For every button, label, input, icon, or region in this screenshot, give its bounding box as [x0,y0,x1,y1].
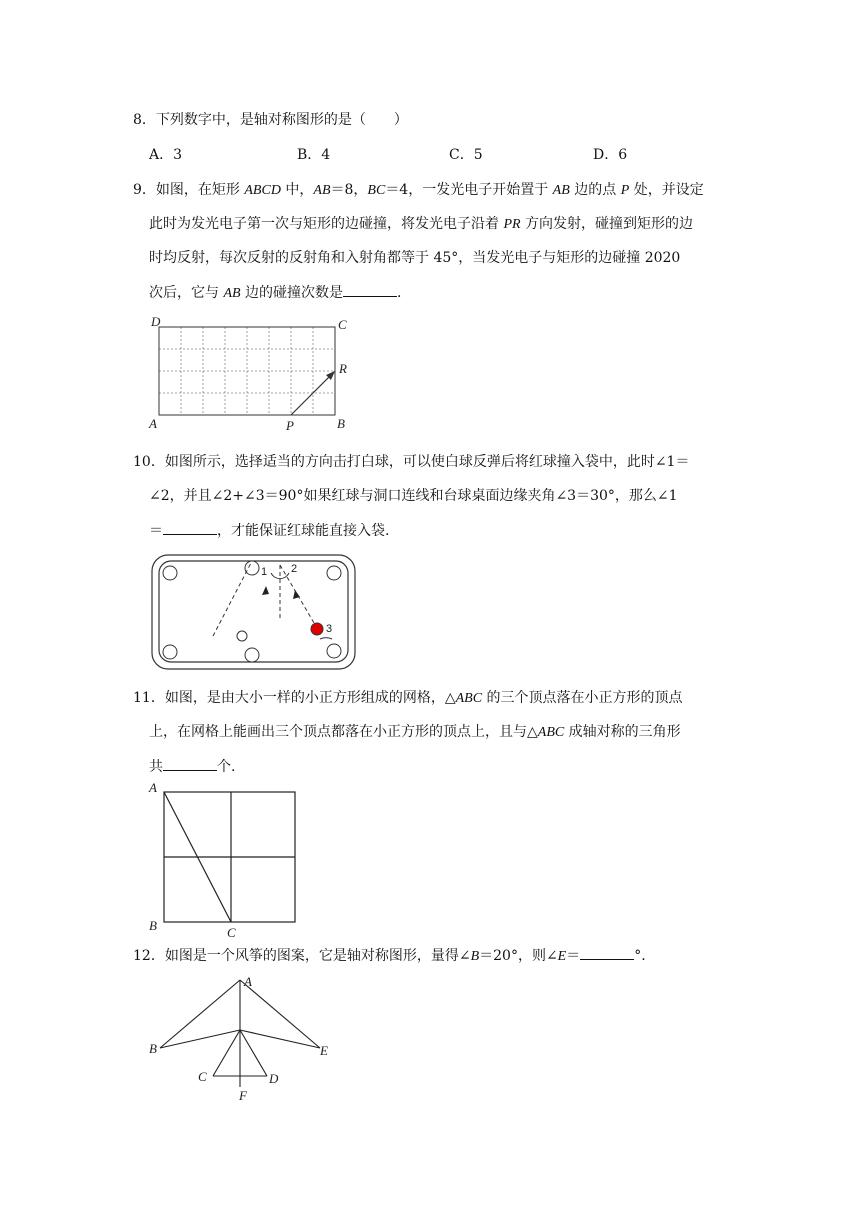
arrow-left [262,586,269,595]
pocket-bottom-middle [245,648,259,662]
q9-label-r: R [339,361,347,376]
q8-option-c[interactable]: C．5 [449,147,483,163]
q8-option-d[interactable]: D．6 [593,147,628,163]
q9-label-p: P [286,418,294,433]
q11-answer-blank[interactable] [163,756,217,771]
q11-label-a: A [149,780,157,795]
kite-center-c [213,1030,240,1076]
kite-center-d [240,1030,267,1076]
q8-stem: 8．下列数字中，是轴对称图形的是（ ） [133,112,408,128]
white-ball-path [213,563,251,636]
q9-line-4: 次后，它与 AB 边的碰撞次数是 . [149,282,401,304]
q12-label-b: B [149,1041,157,1056]
q12-label-a: A [244,974,252,989]
red-ball [311,623,323,635]
q10-billiard-figure [150,553,360,673]
table-inner-edge [159,561,348,662]
pocket-top-left [163,566,177,580]
q12-answer-blank[interactable] [580,945,634,960]
angle-2-label: 2 [291,563,298,575]
q11-line-1: 11．如图，是由大小一样的小正方形组成的网格，△ABC 的三个顶点落在小正方形的顶点 [133,690,683,706]
pocket-top-right [327,566,341,580]
q9-label-a: A [149,416,157,431]
q9-answer-blank[interactable] [343,282,397,297]
pocket-bottom-right [327,644,341,658]
q10-number: 10． [133,454,165,470]
q8-option-a[interactable]: A．3 [149,147,183,163]
q10-answer-blank[interactable] [163,520,217,535]
q12-label-c: C [198,1069,207,1084]
q9-line-1: 9．如图，在矩形 ABCD 中，AB＝8，BC＝4，一发光电子开始置于 AB 边的点 P 处，并设定 [133,182,704,198]
q9-line-3: 时均反射，每次反射的反射角和入射角都等于 45°，当发光电子与矩形的边碰撞 2020 [149,250,681,266]
q8-option-b[interactable]: B．4 [297,147,331,163]
angle-3-label: 3 [326,623,333,635]
q11-line-3: 共 个. [149,756,235,777]
q12-kite-figure [145,972,345,1107]
q11-grid-figure [145,780,305,940]
angle-1-label: 1 [261,566,268,578]
kite-e-center [240,1030,320,1048]
q10-line-1: 10．如图所示，选择适当的方向击打白球，可以使白球反弹后将红球撞入袋中，此时∠1＝ [133,454,690,470]
white-ball [237,631,247,641]
kite-b-center [160,1030,240,1048]
q12-label-d: D [269,1071,279,1086]
q9-label-c: C [338,317,347,332]
q11-number: 11． [133,690,165,706]
q9-label-b: B [337,416,345,431]
kite-ae [240,980,320,1048]
q12-label-e: E [320,1043,328,1058]
angle-3-arc [320,638,332,639]
q9-grid [159,327,335,415]
q10-line-3: ＝ ，才能保证红球能直接入袋. [149,520,389,541]
q12-number: 12． [133,948,165,964]
kite-ab [160,980,240,1048]
q11-label-c: C [227,925,236,940]
q12-label-f: F [239,1088,247,1103]
q9-number: 9． [133,182,156,198]
q9-line-2: 此时为发光电子第一次与矩形的边碰撞，将发光电子沿着 PR 方向发射，碰撞到矩形的边 [149,216,694,232]
q10-line-2: ∠2，并且∠2+∠3＝90°如果红球与洞口连线和台球桌面边缘夹角∠3＝30°，那么∠1 [149,488,678,504]
q11-label-b: B [149,918,157,933]
q11-line-2: 上，在网格上能画出三个顶点都落在小正方形的顶点上，且与△ABC 成轴对称的三角形 [149,724,681,740]
q9-rectangle-figure [145,312,365,437]
q9-label-d: D [151,314,161,329]
pocket-bottom-left [163,645,177,659]
q12-line-1: 12．如图是一个风筝的图案，它是轴对称图形，量得∠B＝20°，则∠E＝ °. [133,945,646,967]
pocket-top-middle [245,561,259,575]
